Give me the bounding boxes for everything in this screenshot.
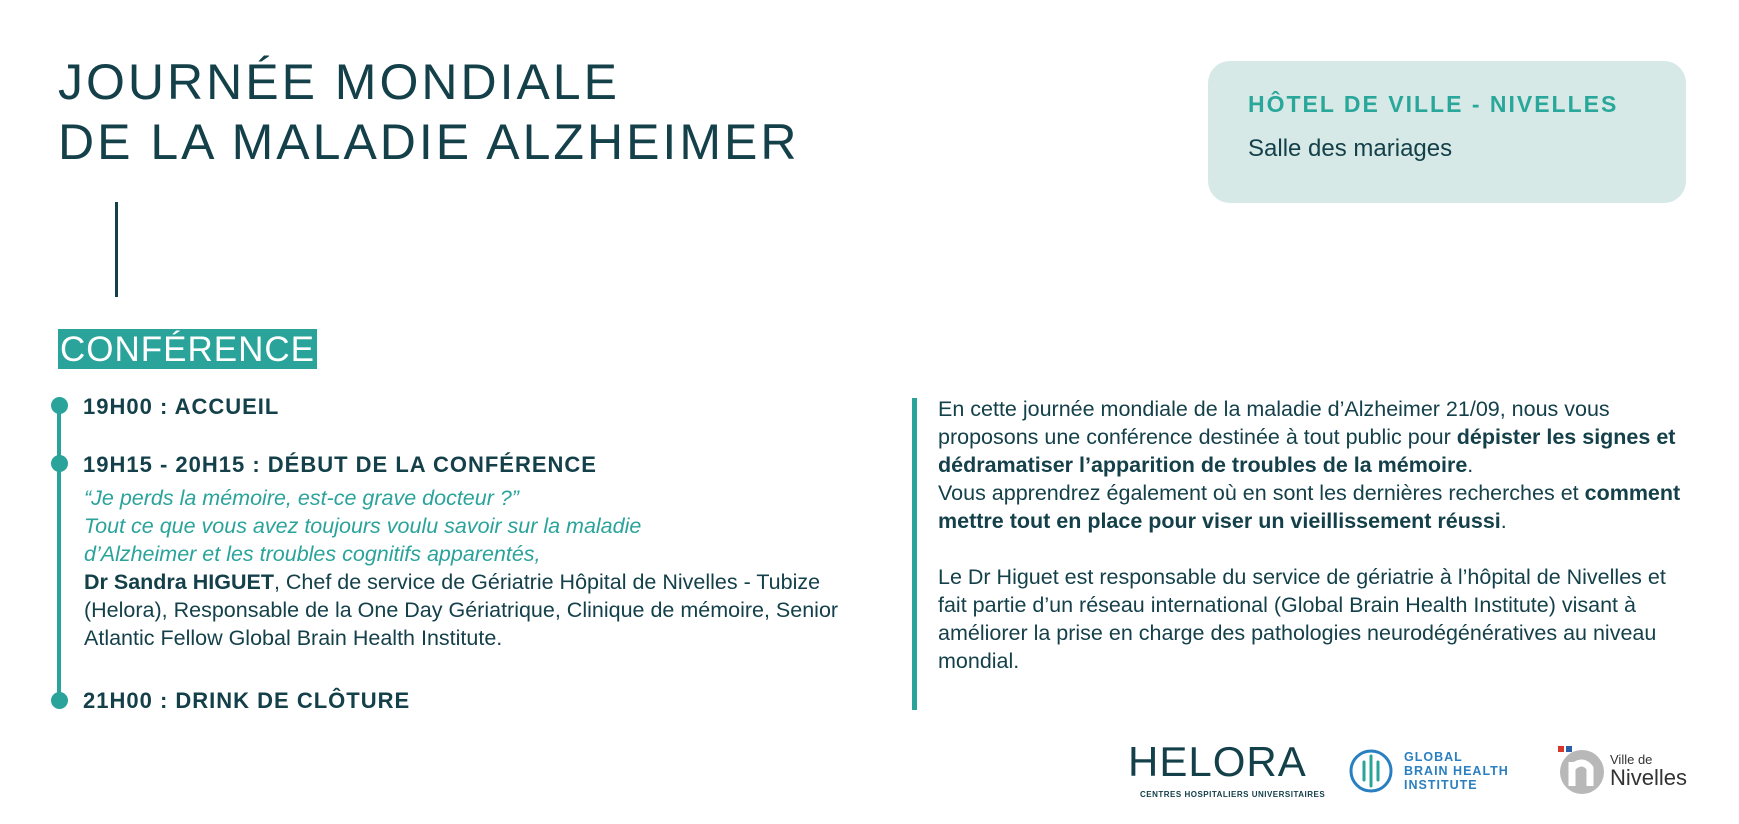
speaker-name: Dr Sandra HIGUET [84, 570, 274, 594]
talk-quote: “Je perds la mémoire, est-ce grave docteur ?” [84, 486, 519, 510]
timeline-dot-2 [51, 455, 68, 472]
location-box [1208, 61, 1686, 203]
schedule-welcome: 19H00 : ACCUEIL [83, 394, 280, 419]
conference-details [84, 484, 864, 652]
event-title-line1: JOURNÉE MONDIALE [58, 54, 620, 110]
timeline-dot-1 [51, 397, 68, 414]
schedule-conference: 19H15 - 20H15 : DÉBUT DE LA CONFÉRENCE [83, 452, 597, 477]
helora-logo [1128, 740, 1325, 799]
description-paragraph-2: Le Dr Higuet est responsable du service de gériatrie à l’hôpital de Nivelles et fait partie d’un réseau international (Global Brain Health Institute) visant à améliorer la prise en charge des pathologies neurodégénératives au niveau mondial. [938, 565, 1666, 673]
desc-bold-a: dépister les signes et dédramatiser l’apparition de troubles de la mémoire [938, 425, 1676, 477]
gbhi-line1: GLOBAL [1404, 750, 1463, 764]
desc-bold-e: comment mettre tout en place pour viser un vieillissement réussi [938, 481, 1681, 533]
nivelles-logo [1556, 744, 1687, 796]
conference-badge: CONFÉRENCE [60, 330, 316, 369]
desc-text-a: En cette journée mondiale de la maladie d’Alzheimer 21/09, nous vous proposons une conférence destinée à tout public pour [938, 397, 1610, 449]
event-title-line2: DE LA MALADIE ALZHEIMER [58, 114, 800, 170]
desc-text-c: . [1467, 453, 1474, 477]
gbhi-line3: INSTITUTE [1404, 778, 1478, 792]
description-accent-line [912, 398, 917, 710]
event-title [58, 52, 799, 172]
nivelles-wordmark [1610, 752, 1687, 789]
decorative-vertical-line [115, 202, 118, 297]
gbhi-line2: BRAIN HEALTH [1404, 764, 1509, 778]
schedule-closing-drink: 21H00 : DRINK DE CLÔTURE [83, 688, 411, 713]
helora-wordmark: HELORA [1128, 738, 1307, 785]
talk-subtitle: Tout ce que vous avez toujours voulu savoir sur la maladie d’Alzheimer et les troubles cognitifs apparentés, [84, 514, 642, 566]
desc-text-f: . [1500, 509, 1507, 533]
timeline-line [57, 405, 61, 701]
timeline-dot-3 [51, 692, 68, 709]
gbhi-logo [1348, 748, 1509, 794]
location-room: Salle des mariages [1248, 135, 1453, 162]
nivelles-emblem-icon [1556, 744, 1606, 796]
helora-tagline: CENTRES HOSPITALIERS UNIVERSITAIRES [1140, 790, 1326, 799]
brain-circuit-icon [1348, 748, 1394, 794]
speaker-info [84, 570, 838, 650]
speaker-description: , Chef de service de Gériatrie Hôpital de Nivelles - Tubize (Helora), Responsable de la One Day Gériatrique, Clinique de mémoire, Senior Atlantic Fellow Global Brain Health Institute. [84, 570, 839, 650]
nivelles-big-text: Nivelles [1610, 764, 1688, 790]
event-description [938, 395, 1698, 675]
nivelles-small-text: Ville de [1610, 751, 1653, 767]
location-name: HÔTEL DE VILLE - NIVELLES [1248, 91, 1619, 117]
description-paragraph-1 [938, 395, 1698, 535]
desc-text-d: Vous apprendrez également où en sont les dernières recherches et [938, 481, 1585, 505]
gbhi-wordmark [1404, 750, 1509, 792]
